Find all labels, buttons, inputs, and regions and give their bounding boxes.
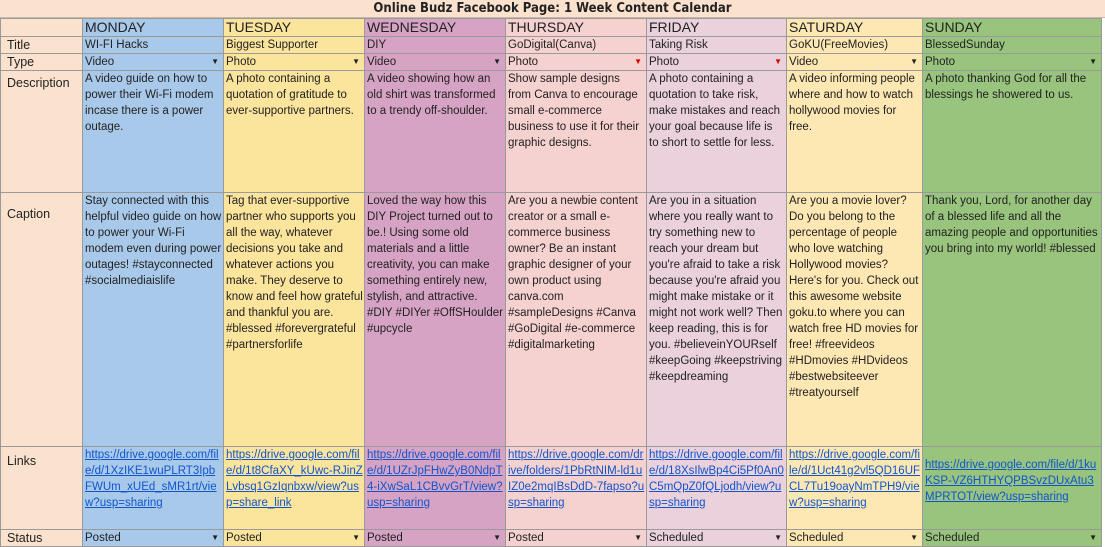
dropdown-caret-icon[interactable]: ▼ [352,57,360,66]
drive-link[interactable]: https://drive.google.com/file/d/1Uct41g2vl5QD16UFCL7Tu19oayNmTPH9/view?usp=sharing [789,449,921,509]
link-cell[interactable] [224,447,365,530]
caption-cell[interactable] [647,193,787,447]
link-cell[interactable] [365,447,506,530]
link-cell[interactable] [787,447,923,530]
drive-link[interactable]: https://drive.google.com/file/d/1kuKSP-VZ6HTHYQPBSvzDUxAtu3MPRTOT/view?usp=sharing [925,459,1097,503]
dropdown-caret-icon[interactable]: ▼ [634,533,642,542]
type-cell[interactable] [83,54,224,71]
drive-link[interactable]: https://drive.google.com/drive/folders/1PbRtNIM-ld1uIZ0e2mqIBsDdD-7fapso?usp=sharing [508,449,645,509]
status-text: Scheduled [925,532,980,544]
type-cell[interactable] [224,54,365,71]
dropdown-caret-icon[interactable]: ▼ [774,57,782,66]
status-text: Posted [226,532,262,544]
header-row [1,19,1102,37]
caption-text: Are you in a situation where you really want to try something new to reach your dream but you're afraid to take a risk because you're afraid you might make mistake or it might not work well? Then keep reading, this is for you. #believeinYOURself #keepGoing #keepstriving #keepdreaming [649,195,783,383]
type-cell[interactable] [923,54,1102,71]
description-cell[interactable] [923,71,1102,193]
status-row-label[interactable]: Status [1,530,83,547]
title-text: DIY [367,39,387,51]
title-row-label[interactable]: Title [1,37,83,54]
status-cell[interactable] [787,530,923,547]
title-text: WI-FI Hacks [85,39,149,51]
type-text: Video [789,56,819,68]
day-header[interactable]: SUNDAY [923,19,1102,37]
caption-text: Are you a movie lover? Do you belong to the percentage of people who love watching Hollywood movies? Here's for you. Check out this awesome website goku.to where you can watch free HD movies for free! #freevideos #HDmovies #HDvideos #bestwebsiteever #treatyourself [789,195,919,399]
link-cell[interactable] [923,447,1102,530]
status-cell[interactable] [224,530,365,547]
type-text: Photo [649,56,680,68]
description-cell[interactable] [506,71,647,193]
status-cell[interactable] [83,530,224,547]
link-cell[interactable] [506,447,647,530]
title-cell[interactable] [923,37,1102,54]
dropdown-caret-icon[interactable]: ▼ [493,533,501,542]
caption-row-label[interactable]: Caption [1,193,83,447]
status-text: Scheduled [789,532,844,544]
drive-link[interactable]: https://drive.google.com/file/d/1XzIKE1wuPLRT3IpbFWUm_xUEd_sMR1rt/view?usp=sharing [85,449,219,509]
dropdown-caret-icon[interactable]: ▼ [352,533,360,542]
drive-link[interactable]: https://drive.google.com/file/d/18XsIlwBp4Ci5Pf0An0C5mQpZ0fQLjodh/view?usp=sharing [649,449,784,509]
title-text: GoDigital(Canva) [508,39,597,51]
type-text: Photo [226,56,257,68]
type-row-label[interactable]: Type [1,54,83,71]
description-text: A photo containing a quotation to take risk, make mistakes and reach your goal because life is to short to settle for less. [649,73,781,149]
caption-cell[interactable] [83,193,224,447]
status-text: Posted [508,532,544,544]
description-text: A photo containing a quotation of gratitude to ever-supportive partners. [226,73,354,117]
type-cell[interactable] [365,54,506,71]
caption-text: Thank you, Lord, for another day of a blessed life and all the amazing people and opportunities you bring into my world! #blessed [925,195,1098,255]
status-row [1,530,1102,547]
type-cell[interactable] [506,54,647,71]
day-header[interactable]: WEDNESDAY [365,19,506,37]
title-cell[interactable] [647,37,787,54]
caption-row [1,193,1102,447]
description-cell[interactable] [787,71,923,193]
title-cell[interactable] [787,37,923,54]
dropdown-caret-icon[interactable]: ▼ [211,533,219,542]
description-cell[interactable] [224,71,365,193]
description-text: A video showing how an old shirt was transformed to a trendy off-shoulder. [367,73,496,117]
title-cell[interactable] [224,37,365,54]
type-cell[interactable] [787,54,923,71]
day-header[interactable]: SATURDAY [787,19,923,37]
title-cell[interactable] [83,37,224,54]
description-row-label[interactable]: Description [1,71,83,193]
type-text: Photo [508,56,539,68]
description-text: Show sample designs from Canva to encourage small e-commerce business to use it for their graphic designs. [508,73,640,149]
day-header[interactable]: TUESDAY [224,19,365,37]
status-cell[interactable] [647,530,787,547]
dropdown-caret-icon[interactable]: ▼ [910,57,918,66]
caption-text: Tag that ever-supportive partner who supports you all the way, whatever decisions you take and whatever actions you make. They deserve to know and feel how grateful and thankful you are. #blessed #forevergrateful #partnersforlife [226,195,363,351]
title-row [1,37,1102,54]
type-text: Video [85,56,115,68]
caption-cell[interactable] [506,193,647,447]
description-text: A video guide on how to power their Wi-Fi modem incase there is a power outage. [85,73,214,133]
corner-cell[interactable] [1,19,83,37]
caption-text: Are you a newbie content creator or a small e-commerce business owner? Be an instant graphic designer of your own product using canva.com #sampleDesigns #Canva #GoDigital #e-commerce #digitalmarketing [508,195,638,351]
description-cell[interactable] [647,71,787,193]
title-cell[interactable] [365,37,506,54]
day-header[interactable]: MONDAY [83,19,224,37]
title-text: GoKU(FreeMovies) [789,39,889,51]
title-text: Taking Risk [649,39,708,51]
status-cell[interactable] [365,530,506,547]
drive-link[interactable]: https://drive.google.com/file/d/1t8CfaXY_kUwc-RJinZLvbsq1GzIqnbxw/view?usp=share_link [226,449,363,509]
day-header[interactable]: THURSDAY [506,19,647,37]
caption-text: Loved the way how this DIY Project turned out to be.! Using some old materials and a little creativity, you can make something entirely new, stylish, and attractive. #DIY #DIYer #OffSHoulder #upcycle [367,195,503,335]
day-header[interactable]: FRIDAY [647,19,787,37]
description-text: A video informing people where and how to watch hollywood movies for free. [789,73,915,133]
dropdown-caret-icon[interactable]: ▼ [211,57,219,66]
description-row [1,71,1102,193]
link-cell[interactable] [83,447,224,530]
caption-cell[interactable] [787,193,923,447]
status-cell[interactable] [923,530,1102,547]
caption-text: Stay connected with this helpful video guide on how to power your Wi-Fi modem even during power outages! #stayconnected #socialmediaislife [85,195,222,287]
type-cell[interactable] [647,54,787,71]
status-text: Posted [85,532,121,544]
link-row [1,447,1102,530]
dropdown-caret-icon[interactable]: ▼ [774,533,782,542]
status-text: Posted [367,532,403,544]
caption-cell[interactable] [224,193,365,447]
caption-cell[interactable] [923,193,1102,447]
dropdown-caret-icon[interactable]: ▼ [910,533,918,542]
drive-link[interactable]: https://drive.google.com/file/d/1UZrJpFHwZyB0NdpT4-iXwSaL1CBvvGrT/view?usp=sharing [367,449,503,509]
content-calendar-grid [0,18,1102,547]
dropdown-caret-icon[interactable]: ▼ [634,57,642,66]
dropdown-caret-icon[interactable]: ▼ [493,57,501,66]
dropdown-caret-icon[interactable]: ▼ [1089,57,1097,66]
type-row [1,54,1102,71]
description-text: A photo thanking God for all the blessings he showered to us. [925,73,1087,101]
calendar-title: Online Budz Facebook Page: 1 Week Content Calendar [0,0,1105,18]
dropdown-caret-icon[interactable]: ▼ [1089,533,1097,542]
title-cell[interactable] [506,37,647,54]
caption-cell[interactable] [365,193,506,447]
description-cell[interactable] [365,71,506,193]
type-text: Photo [925,56,956,68]
type-text: Video [367,56,397,68]
link-row-label[interactable]: Links [1,447,83,530]
title-text: BlessedSunday [925,39,1005,51]
status-text: Scheduled [649,532,704,544]
description-cell[interactable] [83,71,224,193]
link-cell[interactable] [647,447,787,530]
status-cell[interactable] [506,530,647,547]
title-text: Biggest Supporter [226,39,319,51]
